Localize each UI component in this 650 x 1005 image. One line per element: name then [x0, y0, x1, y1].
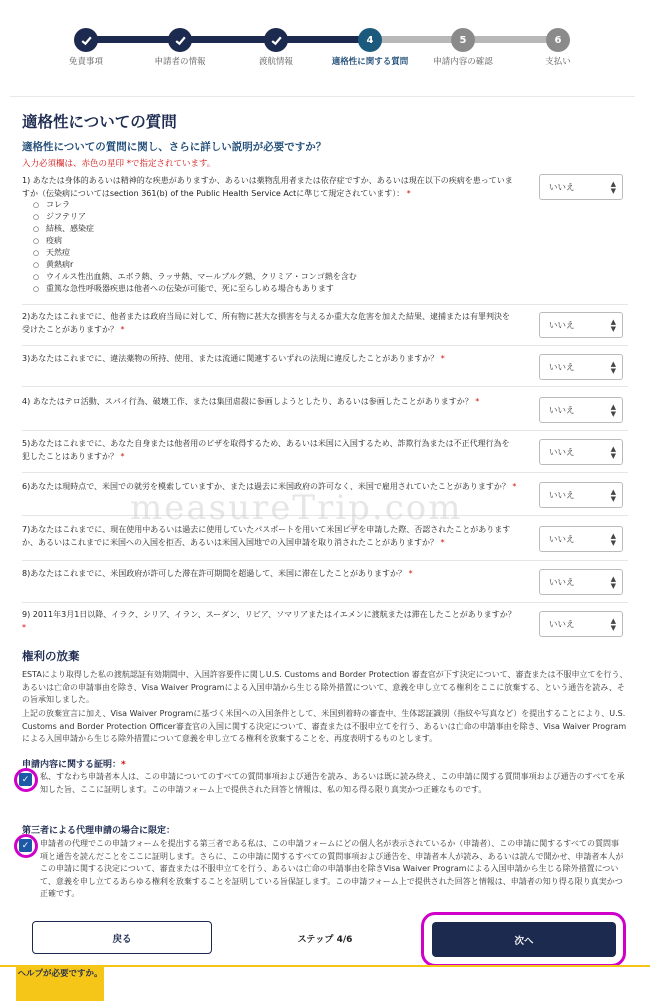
progress-line-completed: [84, 36, 370, 43]
list-item: ○ コレラ: [46, 199, 357, 211]
select-arrows-icon: ▲ ▼: [610, 532, 616, 547]
step-4-circle: 4: [358, 28, 382, 52]
select-arrows-icon: ▲ ▼: [610, 360, 616, 375]
third-party-heading: 第三者による代理申請の場合に限定：: [22, 826, 176, 836]
certification-text: 私、すなわち申請者本人は、この申請についてのすべての質問事項および通告を読み、あるいは既に読み終え、この申請に関する質問事項および通告のすべてを承知した旨、ここに証明します。この申請フォーム上で提供された回答と情報は、私の知る得る限り真実かつ正確なものです。: [40, 772, 625, 794]
step-4-label: 適格性に関する質問: [331, 57, 409, 67]
question-8-select[interactable]: いいえ ▲ ▼: [539, 569, 623, 595]
question-7-select[interactable]: いいえ ▲ ▼: [539, 526, 623, 552]
select-arrows-icon: ▲ ▼: [610, 575, 616, 590]
list-item: ○ ウイルス性出血熱、エボラ熱、ラッサ熱、マールブルグ熱、クリミア・コンゴ熱を含む: [46, 271, 357, 283]
question-3: 3)あなたはこれまでに、違法薬物の所持、使用、または流通に関連するいずれの法規に違反したことがありますか？ *: [22, 354, 445, 363]
divider: [22, 430, 628, 431]
divider: [22, 560, 628, 561]
step-2-label: 申請者の情報: [154, 57, 206, 67]
third-party-checkbox[interactable]: [19, 839, 32, 852]
step-5-circle: 5: [451, 28, 475, 52]
question-4-select[interactable]: いいえ ▲ ▼: [539, 397, 623, 423]
question-2: 2)あなたはこれまでに、他者または政府当局に対して、所有物に甚大な損害を与えるか重大な危害を加えた結果、逮捕または有罪判決を受けたことがありますか？ *: [22, 312, 511, 334]
select-arrows-icon: ▲ ▼: [610, 617, 616, 632]
select-arrows-icon: ▲ ▼: [610, 445, 616, 460]
question-5-select[interactable]: いいえ ▲ ▼: [539, 439, 623, 465]
select-arrows-icon: ▲ ▼: [610, 180, 616, 195]
step-2-circle: [168, 28, 192, 52]
list-item: ○ ジフテリア: [46, 211, 357, 223]
list-item: ○ 黄熱病r: [46, 259, 357, 271]
next-button[interactable]: 次へ: [432, 922, 616, 957]
list-item: ○ 結核、感染症: [46, 223, 357, 235]
header-divider: [10, 96, 635, 97]
question-9-select[interactable]: いいえ ▲ ▼: [539, 611, 623, 637]
question-8: 8)あなたはこれまでに、米国政府が許可した滞在許可期間を超過して、米国に滞在したことがありますか？ *: [22, 569, 413, 578]
question-1: 1) あなたは身体的あるいは精神的な疾患がありますか、あるいは薬物乱用者または依存症ですか、あるいは現在以下の疾病を患っていますか（伝染病についてはsection 361(b) of the Public Health Service Actに準じて規定されています）： *: [22, 176, 513, 198]
help-button[interactable]: ヘルプが必要ですか。: [16, 965, 104, 1001]
question-6: 6)あなたは現時点で、米国での就労を模索していますか、または過去に米国政府の許可なく、米国で雇用されていたことがありますか？ *: [22, 482, 517, 491]
question-1-select[interactable]: いいえ ▲ ▼: [539, 174, 623, 200]
waiver-paragraph-2: 上記の放棄宣言に加え、Visa Waiver Programに基づく米国への入国条件として、米国到着時の審査中、生体認証識別（指紋や写真など）を提出することにより、U.S. Customs and Border Protection Officer審査官の入国に関する決定について、審査または不服申立てを行う、あるいは亡命の申請事由を除き、Visa Waiver Programによる入国申請から生じる除外措置について意義を申し立てる権利を放棄することを、再度表明するものとします。: [22, 709, 627, 743]
waiver-paragraph-1: ESTAにより取得した私の渡航認証有効期間中、入国許容要件に関しU.S. Customs and Border Protection 審査官が下す決定について、審査または不服申立てを行う、あるいは亡命の申請事由を除き、Visa Waiver Programによる入国申請から生じる除外措置について、意義を申し立てる権利をここに放棄する、という通告を読み、その旨承知しました。: [22, 670, 628, 704]
step-3-circle: [264, 28, 288, 52]
divider: [22, 602, 628, 603]
check-icon: ✓: [21, 840, 30, 851]
question-7: 7)あなたはこれまでに、現在使用中あるいは過去に使用していたパスポートを用いて米国ビザを申請した際、否認されたことがありますか、あるいはこれまでに米国への入国を拒否、あるいは米国入国地での入国申請を取り消されたことがありますか？ *: [22, 525, 511, 547]
step-indicator: ステップ 4/6: [297, 935, 353, 945]
divider: [22, 472, 628, 473]
list-item: ○ 疫病: [46, 235, 357, 247]
watermark: measureTrip.com: [130, 488, 463, 528]
list-item: ○ 天然痘: [46, 247, 357, 259]
step-1-label: 免責事項: [68, 57, 103, 67]
check-icon: [174, 34, 187, 47]
back-button[interactable]: 戻る: [32, 921, 212, 954]
step-6-label: 支払い: [545, 57, 571, 67]
disease-list: [46, 199, 357, 295]
select-arrows-icon: ▲ ▼: [610, 403, 616, 418]
certification-checkbox[interactable]: [19, 773, 32, 786]
question-9: 9) 2011年3月1日以降、イラク、シリア、イラン、スーダン、リビア、ソマリアまたはイエメンに渡航または滞在したことがありますか？ *: [22, 610, 516, 632]
check-icon: [270, 34, 283, 47]
waiver-heading: 権利の放棄: [22, 649, 80, 663]
check-icon: [80, 34, 93, 47]
help-link[interactable]: 適格性についての質問に関し、さらに詳しい説明が必要ですか？: [22, 141, 327, 153]
step-3-label: 渡航情報: [258, 57, 293, 67]
list-item: ○ 重篤な急性呼吸器疾患は他者への伝染が可能で、死に至らしめる場合もあります: [46, 283, 357, 295]
question-2-select[interactable]: いいえ ▲ ▼: [539, 312, 623, 338]
divider: [22, 304, 628, 305]
step-1-circle: [74, 28, 98, 52]
check-icon: ✓: [21, 774, 30, 785]
select-arrows-icon: ▲ ▼: [610, 488, 616, 503]
page-title: 適格性についての質問: [22, 113, 177, 131]
step-6-circle: 6: [546, 28, 570, 52]
question-4: 4) あなたはテロ活動、スパイ行為、破壊工作、または集団虐殺に参画しようとしたり、あるいは参画したことがありますか？ *: [22, 397, 480, 406]
question-6-select[interactable]: いいえ ▲ ▼: [539, 482, 623, 508]
select-arrows-icon: ▲ ▼: [610, 318, 616, 333]
certification-heading: 申請内容に関する証明：*: [22, 760, 126, 770]
step-5-label: 申請内容の確認: [433, 57, 493, 67]
divider: [22, 345, 628, 346]
divider: [22, 386, 628, 387]
third-party-text: 申請者の代理でこの申請フォームを提出する第三者である私は、この申請フォームにどの個人名が表示されているか（申請者）、この申請に関するすべての質問事項と通告を読んだことをここに証明します。さらに、この申請に関するすべての質問事項および通告を、申請者本人が読み、あるいは読んで聞かせ、申請者本人がこの申請に関する決定について、審査または不服申立てを行う、あるいは亡命の申請事由を除きVisa Waiver Programによる入国申請から生じる除外措置について、意義を申し立てるあらゆる権利を放棄することを証明している旨保証します。この申請フォーム上で提供された回答と情報は、申請者の知り得る限り真実かつ正確です。: [40, 839, 624, 898]
question-5: 5)あなたはこれまでに、あなた自身または他者用のビザを取得するため、あるいは米国に入国するため、詐欺行為または不正代理行為を犯したことはありますか？ *: [22, 439, 510, 461]
question-3-select[interactable]: いいえ ▲ ▼: [539, 354, 623, 380]
required-note: 入力必須欄は、赤色の星印 *で指定されています。: [22, 159, 216, 169]
